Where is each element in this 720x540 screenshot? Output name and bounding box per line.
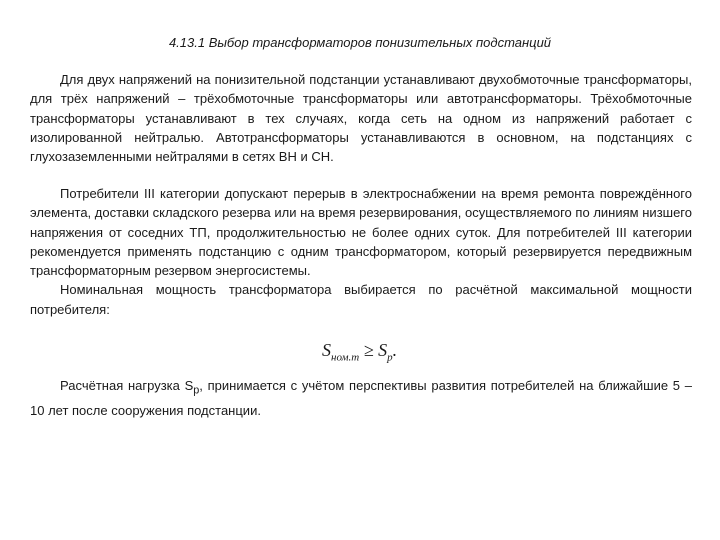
paragraph-transformer-types: Для двух напряжений на понизительной подстанции устанавливают двухобмоточные трансформаторы, для трёх напряжений – трёхобмоточные трансформаторы или автотрансформаторы. Трёхобмоточные трансформаторы устанавливают в тех случаях, когда сеть на одном из напряжений работает с изолированной нейтралью. Автотрансформаторы устанавливаются в основном, на подстанциях с глухозаземленными нейтралями в сетях ВН и СН.: [30, 72, 692, 165]
formula-end: .: [392, 340, 398, 360]
section-title: 4.13.1 Выбор трансформаторов понизительных подстанций: [168, 35, 552, 50]
paragraph-block-3: [30, 376, 692, 420]
formula-left-subscript: ном.т: [331, 351, 360, 364]
formula-left-symbol: S: [322, 340, 331, 360]
design-load-subscript: p: [193, 384, 200, 397]
paragraph-block-1: [30, 70, 692, 166]
formula-operator: ≥: [363, 340, 374, 360]
design-load-text-start: Расчётная нагрузка S: [60, 378, 194, 393]
design-load-text-end: , принимается с учётом перспективы развития потребителей на ближайшие 5 – 10 лет после сооружения подстанции.: [30, 378, 692, 418]
formula-right-symbol: S: [378, 340, 388, 360]
paragraph-category-three: Потребители III категории допускают перерыв в электроснабжении на время ремонта повреждённого элемента, доставки складского резерва или на время резервирования, осуществляемого по линиям низшего напряжения от соседних ТП, продолжительностью не более одних суток. Для потребителей III категории рекомендуется применять подстанцию с одним трансформатором, который резервируется передвижным трансформаторным резервом энергосистемы.: [30, 186, 692, 279]
nominal-power-formula: [322, 340, 397, 364]
formula-right-subscript: p: [387, 351, 393, 364]
paragraph-nominal-power: Номинальная мощность трансформатора выбирается по расчётной максимальной мощности потребителя:: [30, 282, 692, 317]
paragraph-design-load: [30, 376, 692, 420]
paragraph-block-2: [30, 184, 692, 319]
